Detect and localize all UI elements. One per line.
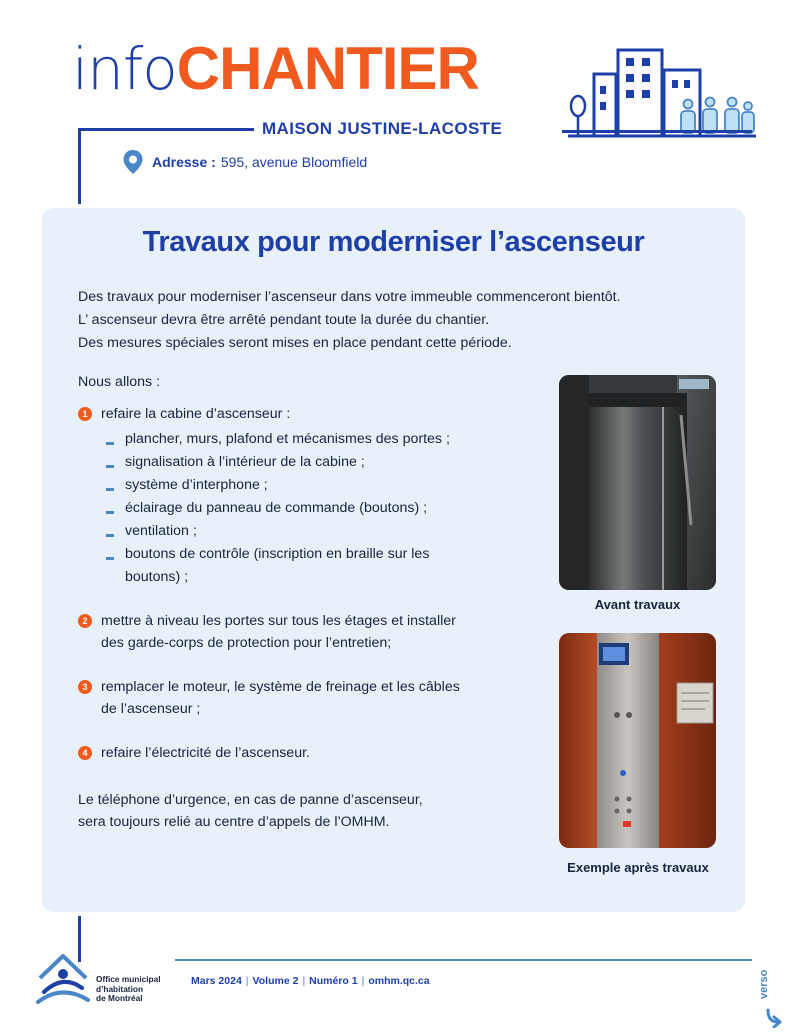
step-text: refaire la cabine d’ascenseur : — [101, 406, 291, 422]
list-item: plancher, murs, plafond et mécanismes des portes ; — [106, 428, 450, 451]
list-item: ventilation ; — [106, 520, 450, 543]
issue-date: Mars 2024 — [191, 975, 242, 987]
intro-paragraph — [78, 286, 621, 355]
list-lead: Nous allons : — [78, 374, 161, 390]
step-number: 1 — [78, 407, 92, 421]
address-label: Adresse : — [152, 154, 216, 170]
title-chantier: CHANTIER — [176, 35, 479, 102]
cabin-sublist — [106, 428, 450, 589]
closing-line: sera toujours relié au centre d’appels de l’OMHM. — [78, 814, 390, 830]
step-number: 4 — [78, 746, 92, 760]
omhm-logo-icon — [34, 944, 92, 1006]
list-item: signalisation à l’intérieur de la cabine ; — [106, 451, 450, 474]
step-4 — [78, 742, 310, 764]
dash-bullet-icon — [106, 534, 114, 537]
closing-paragraph — [78, 789, 423, 833]
dash-bullet-icon — [106, 465, 114, 468]
verso-label[interactable]: verso — [758, 969, 770, 999]
issue-number: Numéro 1 — [309, 975, 358, 987]
step-text: de l’ascenseur ; — [101, 701, 201, 717]
title-info: info — [72, 35, 177, 103]
issue-volume: Volume 2 — [252, 975, 299, 987]
footer-divider — [175, 959, 752, 961]
building-name: MAISON JUSTINE-LACOSTE — [262, 119, 503, 138]
step-text: remplacer le moteur, le système de freinage et les câbles — [101, 679, 460, 695]
dash-bullet-icon — [106, 442, 114, 445]
list-item: boutons de contrôle (inscription en braille sur les — [106, 543, 450, 566]
dash-bullet-icon — [106, 488, 114, 491]
address — [122, 149, 367, 175]
list-item: système d’interphone ; — [106, 474, 450, 497]
location-pin-icon — [122, 149, 144, 175]
intro-line: Des travaux pour moderniser l’ascenseur dans votre immeuble commenceront bientôt. — [78, 289, 621, 305]
intro-line: Des mesures spéciales seront mises en place pendant cette période. — [78, 335, 512, 351]
closing-line: Le téléphone d’urgence, en cas de panne d’ascenseur, — [78, 792, 423, 808]
step-text: refaire l’électricité de l’ascenseur. — [101, 745, 310, 761]
step-text: mettre à niveau les portes sur tous les étages et installer — [101, 613, 456, 629]
elevator-after-photo — [559, 633, 716, 848]
masthead-title — [72, 34, 479, 104]
list-item-continued: boutons) ; — [125, 569, 189, 585]
decor-horizontal-line — [78, 128, 254, 131]
city-buildings-icon — [568, 44, 756, 140]
step-1 — [78, 403, 290, 425]
elevator-before-photo — [559, 375, 716, 590]
page-title: Travaux pour moderniser l’ascenseur — [142, 226, 645, 258]
step-3 — [78, 676, 460, 720]
publication-info: Mars 2024 | Volume 2 | Numéro 1 | omhm.qc.ca — [191, 975, 430, 987]
decor-subtitle-line — [562, 130, 752, 133]
step-number: 3 — [78, 680, 92, 694]
step-text: des garde-corps de protection pour l’entretien; — [101, 635, 392, 651]
list-item: éclairage du panneau de commande (boutons) ; — [106, 497, 450, 520]
step-2 — [78, 610, 456, 654]
photo-caption-after: Exemple après travaux — [567, 860, 709, 875]
photo-caption-before: Avant travaux — [594, 597, 681, 612]
dash-bullet-icon — [106, 511, 114, 514]
address-value: 595, avenue Bloomfield — [220, 154, 368, 170]
step-number: 2 — [78, 614, 92, 628]
website-link[interactable]: omhm.qc.ca — [368, 975, 430, 987]
intro-line: L’ ascenseur devra être arrêté pendant toute la durée du chantier. — [78, 312, 490, 328]
organization-name: Office municipal d’habitation de Montréal — [96, 974, 161, 1003]
dash-bullet-icon — [106, 557, 114, 560]
decor-vertical-line — [78, 128, 81, 204]
